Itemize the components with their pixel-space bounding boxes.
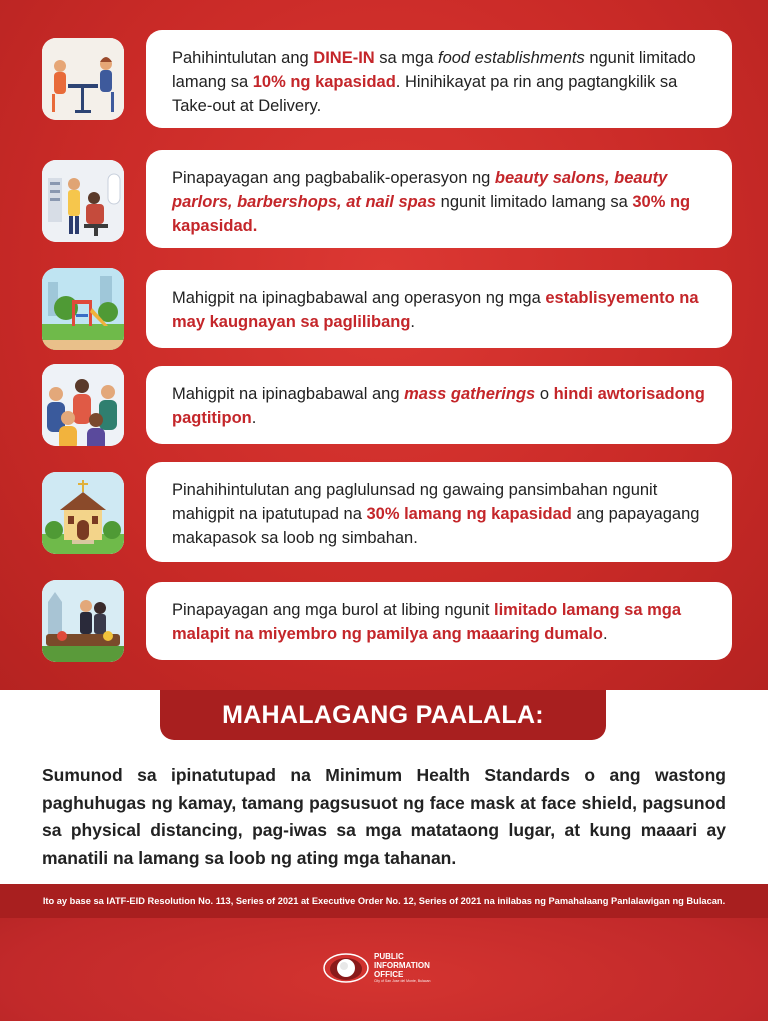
logo-line: OFFICE [374,970,404,979]
rule-item-dine-in [40,30,732,115]
body-text: . [602,625,608,643]
body-text: Pahihintulutan ang [172,49,314,67]
footer [0,884,768,1021]
rule-text [172,289,699,331]
rule-text [172,601,681,643]
rule-text [172,169,690,235]
funeral-icon [42,580,124,662]
highlight-text: hindi awtorisadong pagtitipon [172,385,705,427]
logo-line: PUBLIC [374,952,404,961]
crowd-icon [42,364,124,446]
highlight-text: 10% ng kapasidad [252,73,396,91]
pio-logo-icon [322,948,370,986]
rule-card [146,30,732,128]
body-text: ngunit limitado lamang sa [172,49,696,91]
logo-line: INFORMATION [374,961,430,970]
highlight-text: 30% lamang ng kapasidad [366,505,572,523]
pio-logo [322,948,452,988]
highlight-text: beauty salons, beauty parlors, barbershops, at nail spas [172,169,668,211]
rule-card [146,462,732,562]
rule-item-church [40,462,732,547]
body-text: Pinapayagan ang mga burol at libing ngunit [172,601,494,619]
highlight-text: establisyemento na may kaugnayan sa paglilibang [172,289,699,331]
highlight-text: food establishments [437,49,585,67]
rule-card [146,366,732,444]
highlight-text: DINE-IN [313,49,375,67]
body-text: ang papayagang makapasok sa loob ng simbahan. [172,505,700,547]
source-note: Ito ay base sa IATF-EID Resolution No. 113, Series of 2021 at Executive Order No. 12, Series of 2021 na inilabas ng Pamahalaang Panlalawigan ng Bulacan. [0,884,768,918]
rule-text [172,385,705,427]
salon-icon [42,160,124,242]
body-text: . [410,313,416,331]
church-icon [42,472,124,554]
logo-subtitle: City of San Jose del Monte, Bulacan [374,979,431,983]
body-text: sa mga [374,49,438,67]
rule-item-salon [40,150,732,235]
body-text: Pinahihintulutan ang paglulunsad ng gawaing pansimbahan ngunit mahigpit na ipatutupad na [172,481,658,523]
highlight-text: limitado lamang sa mga malapit na miyembro ng pamilya ang maaaring dumalo [172,601,682,643]
body-text: . [251,409,257,427]
dine-in-icon [42,38,124,120]
reminder-banner: MAHALAGANG PAALALA: [160,690,606,740]
rule-card [146,582,732,660]
pio-logo-text [374,952,430,984]
playground-icon [42,268,124,350]
highlight-text: 30% ng kapasidad. [172,193,691,235]
rule-item-funeral [40,582,732,662]
rule-item-playground [40,270,732,350]
rule-text [172,49,696,115]
rule-item-gathering [40,366,732,446]
body-text: Mahigpit na ipinagbabawal ang operasyon ng mga [172,289,546,307]
body-text: Pinapayagan ang pagbabalik-operasyon ng [172,169,495,187]
rule-text [172,481,699,547]
rule-card [146,150,732,248]
body-text: Mahigpit na ipinagbabawal ang [172,385,405,403]
body-text: o [535,385,554,403]
reminder-text: Sumunod sa ipinatutupad na Minimum Health Standards o ang wastong paghuhugas ng kamay, tamang pagsusuot ng face mask at face shield, pagsunod sa physical distancing, pag-iwas sa mga matataong lugar, at kung maaari ay manatili na lamang sa loob ng ating mga tahanan. [42,765,726,868]
body-text: ngunit limitado lamang sa [436,193,633,211]
body-text: . Hinihikayat pa rin ang pagtangkilik sa Take-out at Delivery. [172,73,678,115]
rule-card [146,270,732,348]
highlight-text: mass gatherings [404,385,536,403]
